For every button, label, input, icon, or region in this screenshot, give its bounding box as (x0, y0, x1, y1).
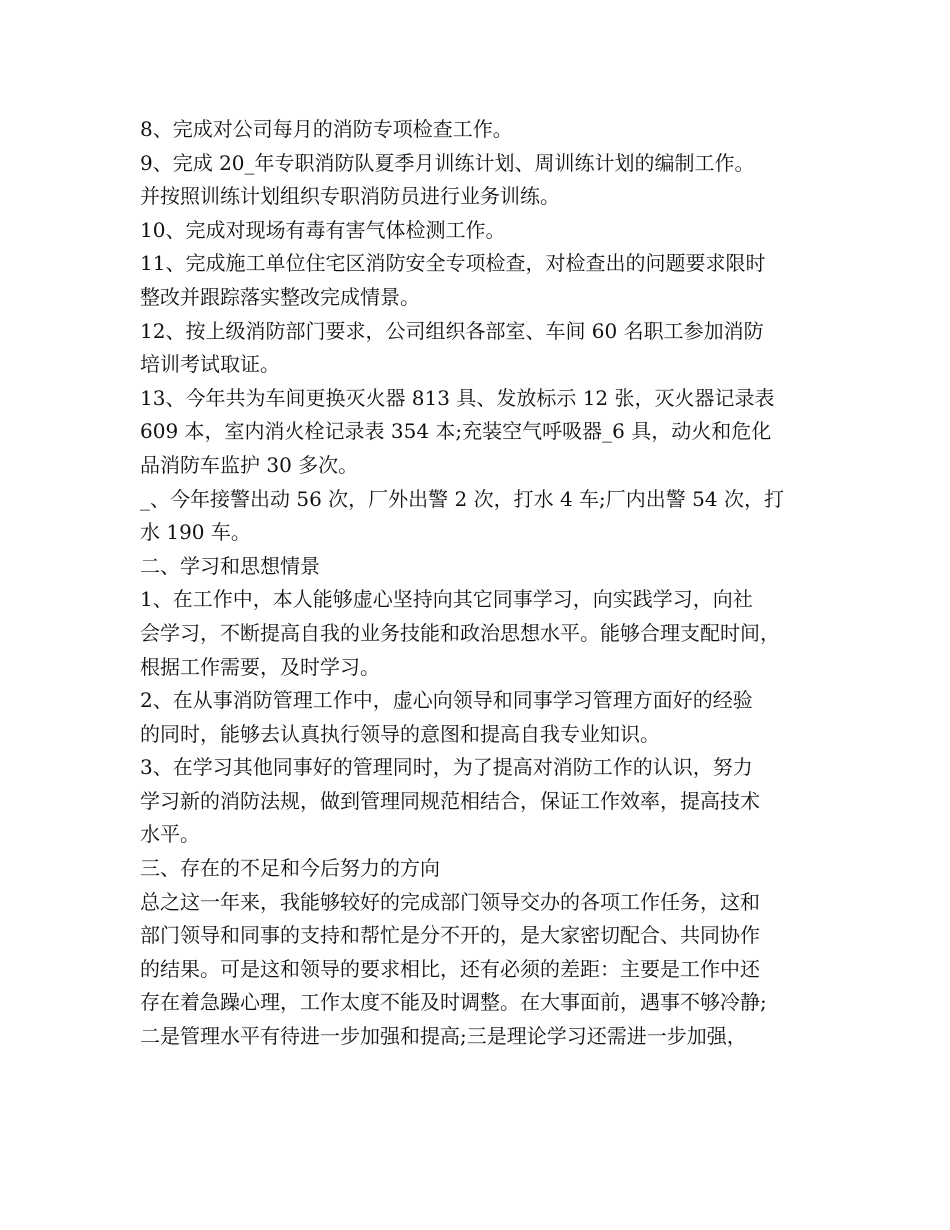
text-line: 学习新的消防法规，做到管理同规范相结合，保证工作效率，提高技术 (140, 788, 760, 813)
text-line: 总之这一年来，我能够较好的完成部门领导交办的各项工作任务，这和 (140, 889, 760, 914)
text-line: 整改并跟踪落实整改完成情景。 (140, 284, 420, 309)
text-line: 2、在从事消防管理工作中，虚心向领导和同事学习管理方面好的经验 (140, 688, 753, 713)
section-heading: 二、学习和思想情景 (140, 553, 320, 578)
text-line: 部门领导和同事的支持和帮忙是分不开的，是大家密切配合、共同协作 (140, 923, 760, 948)
text-line: 培训考试取证。 (140, 352, 280, 377)
text-line: 10、完成对现场有毒有害气体检测工作。 (140, 217, 506, 242)
text-line: 8、完成对公司每月的消防专项检查工作。 (140, 117, 513, 141)
text-line: 3、在学习其他同事好的管理同时，为了提高对消防工作的认识，努力 (140, 755, 753, 780)
section-heading: 三、存在的不足和今后努力的方向 (140, 856, 440, 881)
document-body (140, 113, 830, 1054)
text-line: 并按照训练计划组织专职消防员进行业务训练。 (140, 184, 560, 209)
text-line: 水平。 (140, 822, 200, 847)
text-line: 11、完成施工单位住宅区消防安全专项检查，对检查出的问题要求限时 (140, 251, 766, 276)
text-line: 13、今年共为车间更换灭火器 813 具、发放标示 12 张，灭火器记录表 (140, 385, 775, 410)
text-line: 会学习，不断提高自我的业务技能和政治思想水平。能够合理支配时间， (140, 620, 780, 645)
text-line: 存在着急躁心理，工作太度不能及时调整。在大事面前，遇事不够冷静; (140, 990, 767, 1015)
text-line: 的同时，能够去认真执行领导的意图和提高自我专业知识。 (140, 721, 660, 746)
text-line: 609 本，室内消火栓记录表 354 本;充装空气呼吸器_6 具，动火和危化 (140, 419, 772, 444)
text-line: 9、完成 20_年专职消防队夏季月训练计划、周训练计划的编制工作。 (140, 150, 755, 175)
text-line: 二是管理水平有待进一步加强和提高;三是理论学习还需进一步加强， (140, 1024, 747, 1049)
text-line: 1、在工作中，本人能够虚心坚持向其它同事学习，向实践学习，向社 (140, 587, 753, 612)
text-line: 根据工作需要，及时学习。 (140, 654, 380, 679)
text-line: 品消防车监护 30 多次。 (140, 452, 359, 477)
text-line: 水 190 车。 (140, 520, 251, 545)
text-line: 12、按上级消防部门要求，公司组织各部室、车间 60 名职工参加消防 (140, 318, 764, 343)
text-line: 的结果。可是这和领导的要求相比，还有必须的差距：主要是工作中还 (140, 956, 760, 981)
text-line: _、今年接警出动 56 次，厂外出警 2 次，打水 4 车;厂内出警 54 次，打 (140, 486, 784, 511)
